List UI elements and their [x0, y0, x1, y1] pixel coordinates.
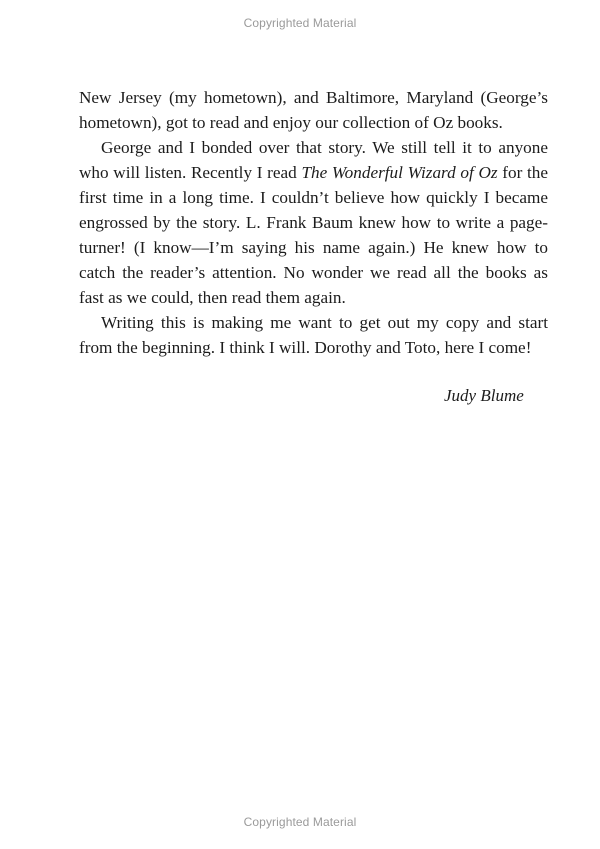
body-line-with-title — [79, 160, 548, 185]
body-text: who will listen. Recently I read — [79, 163, 297, 182]
body-line: hometown), got to read and enjoy our collection of Oz books. — [79, 113, 503, 132]
copyright-watermark-bottom: Copyrighted Material — [243, 815, 357, 829]
body-line: catch the reader’s attention. No wonder we read all the books as — [79, 263, 548, 282]
body-line: engrossed by the story. L. Frank Baum knew how to write a page- — [79, 213, 548, 232]
body-line: Writing this is making me want to get out my copy and start — [101, 313, 548, 332]
body-line: George and I bonded over that story. We still tell it to anyone — [101, 138, 548, 157]
book-title: The Wonderful Wizard of Oz — [301, 163, 498, 182]
page-body-text — [79, 85, 548, 360]
body-line: fast as we could, then read them again. — [79, 288, 346, 307]
body-line: first time in a long time. I couldn’t believe how quickly I became — [79, 188, 548, 207]
body-line: from the beginning. I think I will. Dorothy and Toto, here I come! — [79, 338, 532, 357]
copyright-watermark-top: Copyrighted Material — [243, 16, 357, 30]
body-text: for the — [502, 163, 549, 182]
body-line: New Jersey (my hometown), and Baltimore, Maryland (George’s — [79, 88, 548, 107]
body-line: turner! (I know—I’m saying his name again.) He knew how to — [79, 238, 548, 257]
author-signature: Judy Blume — [444, 386, 524, 405]
